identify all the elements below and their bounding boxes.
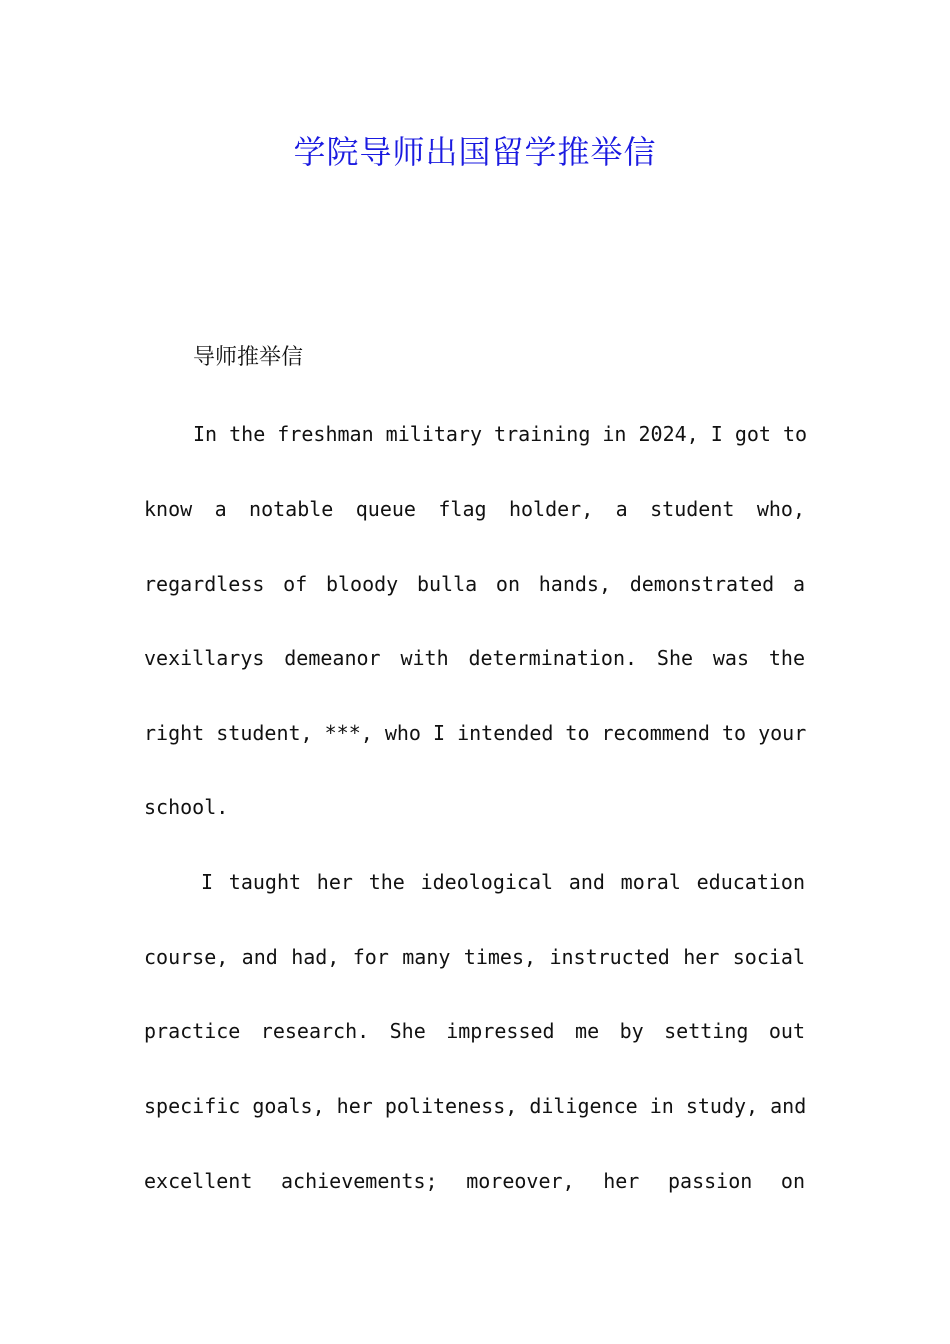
letter-heading: 导师推举信 — [193, 345, 304, 370]
document-title: 学院导师出国留学推举信 — [293, 133, 657, 171]
paragraph-line: course, and had, for many times, instructed her social — [144, 945, 805, 969]
paragraph-line: vexillarys demeanor with determination. She was the — [144, 646, 805, 670]
paragraph-line: know a notable queue flag holder, a student who, — [144, 497, 805, 521]
paragraph-line: In the freshman military training in 2024, I got to — [193, 422, 808, 446]
paragraph-line: practice research. She impressed me by setting out — [144, 1019, 805, 1043]
paragraph-line: excellent achievements; moreover, her passion on — [144, 1169, 805, 1193]
paragraph-line: specific goals, her politeness, diligence in study, and — [144, 1094, 807, 1118]
paragraph-line: I taught her the ideological and moral education — [201, 870, 805, 894]
paragraph-line: right student, ***, who I intended to recommend to your — [144, 721, 807, 745]
paragraph-line: school. — [144, 795, 229, 819]
paragraph-line: regardless of bloody bulla on hands, demonstrated a — [144, 572, 805, 596]
